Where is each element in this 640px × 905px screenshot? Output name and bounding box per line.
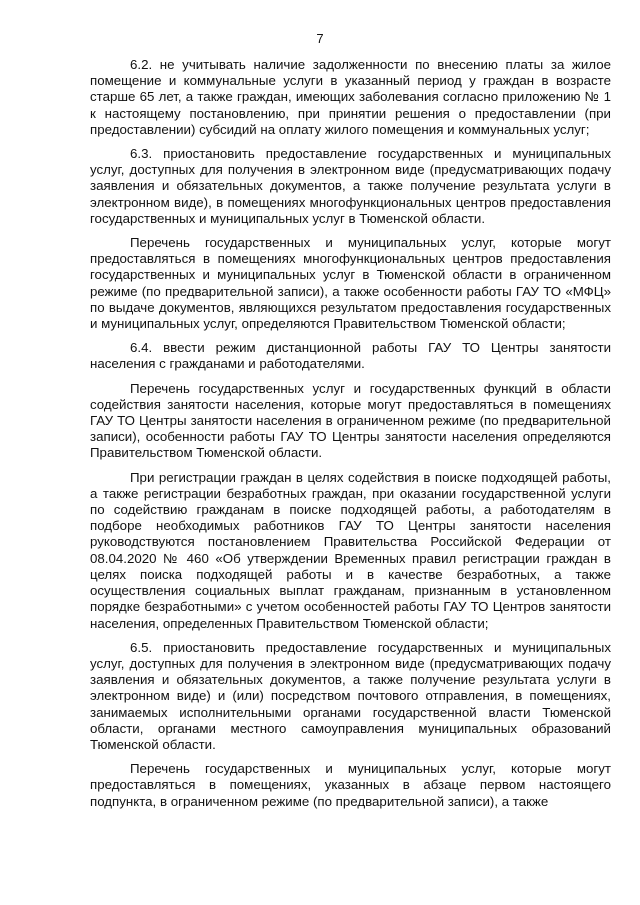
paragraph-services-list-continued: Перечень государственных и муниципальных услуг, которые могут предоставляться в помещениях, указанных в абзаце первом настоящего подпункта, в ограниченном режиме (по предварительной записи), а также [90, 761, 611, 809]
paragraph-employment-services-list: Перечень государственных услуг и государственных функций в области содействия занятости населения, которые могут предоставляться в помещениях ГАУ ТО Центры занятости населения в ограниченном режиме (по предварительной записи), особенности работы ГАУ ТО Центры занятости населения определяются Правительством Тюменской области. [90, 380, 611, 461]
paragraph-6-2: 6.2. не учитывать наличие задолженности по внесению платы за жилое помещение и коммунальные услуги в указанный период у граждан в возрасте старше 65 лет, а также граждан, имеющих заболевания согласно приложению № 1 к настоящему постановлению, при принятии решения о предоставлении (при предоставлении) субсидий на оплату жилого помещения и коммунальных услуг; [90, 57, 611, 137]
paragraph-mfc-services-list: Перечень государственных и муниципальных услуг, которые могут предоставляться в помещениях многофункциональных центров предоставления государственных и муниципальных услуг в Тюменской области в ограниченном режиме (по предварительной записи), а также особенности работы ГАУ ТО «МФЦ» по выдаче документов, являющихся результатом предоставления государственных и муниципальных услуг, определяются Правительством Тюменской области; [90, 235, 611, 332]
paragraph-6-5: 6.5. приостановить предоставление государственных и муниципальных услуг, доступных для получения в электронном виде (предусматривающих подачу заявления и обязательных документов, а также получение результата услуги в электронном виде) и (или) посредством почтового отправления, в помещениях, занимаемых исполнительными органами государственной власти Тюменской области, органами местного самоуправления муниципальных образований Тюменской области. [90, 639, 611, 752]
paragraph-6-3: 6.3. приостановить предоставление государственных и муниципальных услуг, доступных для получения в электронном виде (предусматривающих подачу заявления и обязательных документов, а также получение результата услуги в электронном виде), в помещениях многофункциональных центров предоставления государственных и муниципальных услуг в Тюменской области. [90, 146, 611, 226]
document-body [90, 57, 611, 818]
paragraph-6-4: 6.4. ввести режим дистанционной работы ГАУ ТО Центры занятости населения с гражданами и работодателями. [90, 340, 611, 372]
paragraph-registration-rules: При регистрации граждан в целях содействия в поиске подходящей работы, а также регистрации безработных граждан, при оказании государственной услуги по содействию гражданам в поиске подходящей работы, а работодателям в подборе необходимых работников ГАУ ТО Центры занятости населения руководствуются постановлением Правительства Российской Федерации от 08.04.2020 № 460 «Об утверждении Временных правил регистрации граждан в целях поиска подходящей работы и в качестве безработных, а также осуществления социальных выплат гражданам, признанным в установленном порядке безработными» с учетом особенностей работы ГАУ ТО Центров занятости населения, определенных Правительством Тюменской области; [90, 469, 611, 631]
page-number: 7 [316, 31, 324, 46]
